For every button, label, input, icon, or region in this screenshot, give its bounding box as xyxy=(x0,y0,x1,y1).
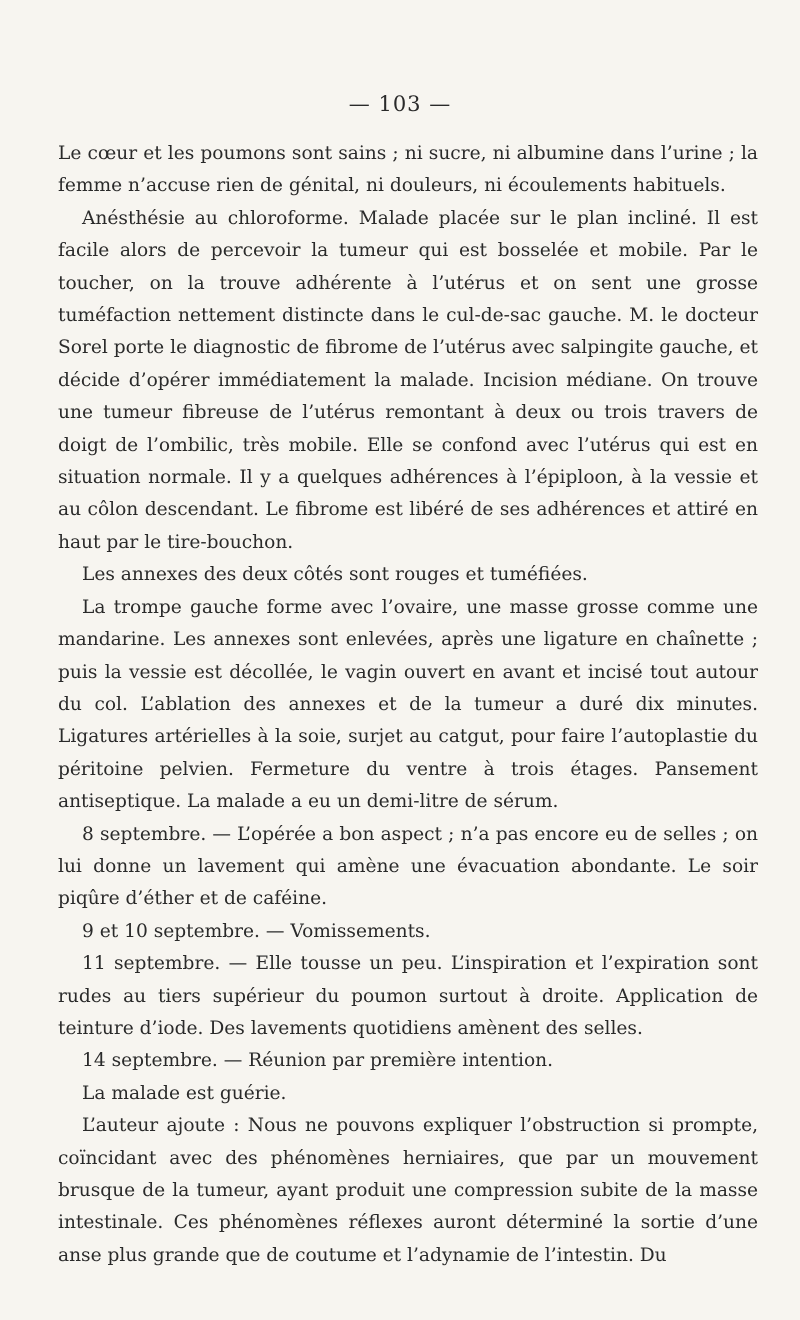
paragraph-sept-8: 8 septembre. — L’opérée a bon aspect ; n’a pas encore eu de selles ; on lui donne un lavement qui amène une évacuation abondante. Le soir piqûre d’éther et de caféine. xyxy=(58,823,758,910)
paragraph-sept-14: 14 septembre. — Réunion par première intention. xyxy=(82,1050,554,1072)
paragraph-operation: Anésthésie au chloroforme. Malade placée sur le plan incliné. Il est facile alors de percevoir la tumeur qui est bosselée et mobile. Par le toucher, on la trouve adhérente à l’utérus et on sent une grosse tuméfaction nettement distincte dans le cul-de-sac gauche. M. le docteur Sorel porte le diagnostic de fibrome de l’utérus avec salpingite gauche, et décide d’opérer immédiatement la malade. Incision médiane. On trouve une tumeur fibreuse de l’utérus remontant à deux ou trois travers de doigt de l’ombilic, très mobile. Elle se confond avec l’utérus qui est en situation normale. Il y a quelques adhérences à l’épiploon, à la vessie et au côlon descendant. Le fibrome est libéré de ses adhérences et attiré en haut par le tire-bouchon. xyxy=(58,207,758,553)
page-number: — 103 — xyxy=(348,92,452,116)
paragraph-ablation: La trompe gauche forme avec l’ovaire, une masse grosse comme une mandarine. Les annexes sont enlevées, après une ligature en chaînette ; puis la vessie est décollée, le vagin ouvert en avant et incisé tout autour du col. L’ablation des annexes et de la tumeur a duré dix minutes. Ligatures artérielles à la soie, surjet au catgut, pour faire l’autoplastie du péritoine pelvien. Fermeture du ventre à trois étages. Pansement antiseptique. La malade a eu un demi-litre de sérum. xyxy=(58,596,758,813)
paragraph-author-note: L’auteur ajoute : Nous ne pouvons expliquer l’obstruction si prompte, coïncidant avec des phénomènes herniaires, que par un mouvement brusque de la tumeur, ayant produit une compression subite de la masse intestinale. Ces phénomènes réflexes auront déterminé la sortie d’une anse plus grande que de coutume et l’adynamie de l’intestin. Du xyxy=(58,1115,758,1266)
body-text xyxy=(58,138,758,1272)
paragraph-urine-exam: Le cœur et les poumons sont sains ; ni sucre, ni albumine dans l’urine ; la femme n’accuse rien de génital, ni douleurs, ni écoulements habituels. xyxy=(58,143,758,197)
paragraph-sept-11: 11 septembre. — Elle tousse un peu. L’inspiration et l’expiration sont rudes au tiers supérieur du poumon surtout à droite. Application de teinture d’iode. Des lavements quotidiens amènent des selles. xyxy=(58,953,758,1039)
paragraph-annexes: Les annexes des deux côtés sont rouges et tuméfiées. xyxy=(82,564,588,586)
paragraph-cured: La malade est guérie. xyxy=(82,1082,287,1104)
paragraph-sept-9-10: 9 et 10 septembre. — Vomissements. xyxy=(82,920,431,942)
